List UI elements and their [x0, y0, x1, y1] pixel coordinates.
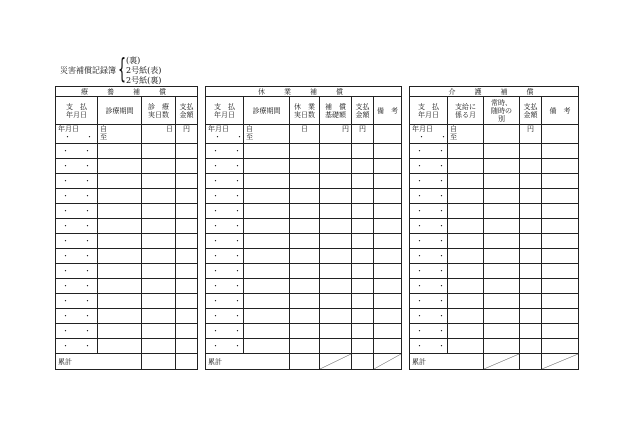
table-row: [56, 294, 579, 309]
col-cr-note: 備 考: [542, 97, 579, 125]
total-label: 累計: [206, 354, 290, 370]
date-dots: ・ ・: [214, 133, 247, 141]
sheet-option: (裏): [126, 56, 141, 65]
yen-unit: 円: [176, 125, 198, 144]
to-label: 至: [100, 133, 107, 141]
date-dots: ・ ・: [56, 159, 98, 174]
record-title: 災害補償記録簿: [60, 66, 116, 75]
table-row: [56, 219, 579, 234]
date-dots: ・ ・: [56, 174, 98, 189]
sheet-option: 2号紙(裏): [126, 76, 162, 85]
col-med-amount: 支払 金額: [176, 97, 198, 125]
date-dots: ・ ・: [410, 324, 448, 339]
sheet-option: 2号紙(表): [126, 66, 162, 75]
col-med-days: 診 療 実日数: [142, 97, 176, 125]
col-med-period: 診療期間: [98, 97, 142, 125]
from-label: 自: [100, 125, 107, 133]
date-dots: ・ ・: [206, 174, 244, 189]
date-dots: ・ ・: [56, 144, 98, 159]
date-dots: ・ ・: [56, 294, 98, 309]
table-row: [56, 249, 579, 264]
date-dots: ・ ・: [410, 294, 448, 309]
date-dots: ・ ・: [56, 324, 98, 339]
yen-unit: 円: [520, 125, 542, 144]
date-label: 年月日: [208, 125, 229, 133]
date-label: 年月日: [412, 125, 433, 133]
date-dots: ・ ・: [56, 204, 98, 219]
sheet-options: [126, 56, 161, 86]
col-cr-type: 常時、 随時の 別: [484, 97, 520, 125]
date-dots: ・ ・: [206, 309, 244, 324]
date-label: 年月日: [58, 125, 79, 133]
date-dots: ・ ・: [206, 324, 244, 339]
date-dots: ・ ・: [206, 144, 244, 159]
yen-unit: 円: [352, 125, 374, 144]
table-row: [56, 159, 579, 174]
date-dots: ・ ・: [410, 339, 448, 354]
col-cr-month: 支給に 係る月: [448, 97, 484, 125]
table-row: [56, 339, 579, 354]
total-row: [56, 354, 579, 370]
date-dots: ・ ・: [410, 264, 448, 279]
date-dots: ・ ・: [206, 189, 244, 204]
void-cell: [374, 354, 402, 370]
from-label: 自: [246, 125, 253, 133]
yen-unit: 円: [320, 125, 352, 144]
day-unit: 日: [290, 125, 320, 144]
date-dots: ・ ・: [410, 309, 448, 324]
date-dots: ・ ・: [206, 264, 244, 279]
date-dots: ・ ・: [56, 249, 98, 264]
date-dots: ・ ・: [56, 264, 98, 279]
col-cr-amount: 支払 金額: [520, 97, 542, 125]
date-dots: ・ ・: [206, 159, 244, 174]
to-label: 至: [450, 133, 457, 141]
void-cell: [320, 354, 352, 370]
col-cr-date: 支 払 年月日: [410, 97, 448, 125]
table-row: [56, 189, 579, 204]
section-leave: 休 業 補 償: [206, 87, 402, 97]
date-dots: ・ ・: [56, 279, 98, 294]
date-dots: ・ ・: [206, 234, 244, 249]
table-row: [56, 264, 579, 279]
section-care: 介 護 補 償: [410, 87, 579, 97]
table-row: [56, 125, 579, 144]
table-row: [56, 144, 579, 159]
col-med-date: 支 払 年月日: [56, 97, 98, 125]
date-dots: ・ ・: [206, 294, 244, 309]
date-dots: ・ ・: [206, 339, 244, 354]
total-label: 累計: [56, 354, 142, 370]
col-lv-days: 休 業 実日数: [290, 97, 320, 125]
date-dots: ・ ・: [410, 174, 448, 189]
section-medical: 療 養 補 償: [56, 87, 198, 97]
table-row: [56, 204, 579, 219]
date-dots: ・ ・: [56, 309, 98, 324]
void-cell: [542, 354, 579, 370]
date-dots: ・ ・: [56, 234, 98, 249]
date-dots: ・ ・: [410, 144, 448, 159]
date-dots: ・ ・: [56, 339, 98, 354]
date-dots: ・ ・: [56, 219, 98, 234]
col-lv-base: 補 償 基礎額: [320, 97, 352, 125]
date-dots: ・ ・: [410, 249, 448, 264]
brace-icon: {: [118, 52, 127, 85]
date-dots: ・ ・: [410, 189, 448, 204]
date-dots: ・ ・: [410, 219, 448, 234]
date-dots: ・ ・: [410, 204, 448, 219]
date-dots: ・ ・: [206, 279, 244, 294]
total-label: 累計: [410, 354, 484, 370]
date-dots: ・ ・: [410, 234, 448, 249]
to-label: 至: [246, 133, 253, 141]
col-lv-period: 診療期間: [244, 97, 290, 125]
col-lv-note: 備 考: [374, 97, 402, 125]
from-label: 自: [450, 125, 457, 133]
void-cell: [484, 354, 520, 370]
table-row: [56, 174, 579, 189]
date-dots: ・ ・: [56, 189, 98, 204]
table-row: [56, 279, 579, 294]
table-row: [56, 309, 579, 324]
col-lv-amount: 支払 金額: [352, 97, 374, 125]
table-row: [56, 324, 579, 339]
date-dots: ・ ・: [418, 133, 451, 141]
compensation-table: [55, 86, 579, 370]
date-dots: ・ ・: [64, 133, 97, 141]
date-dots: ・ ・: [206, 219, 244, 234]
col-lv-date: 支 払 年月日: [206, 97, 244, 125]
table-row: [56, 234, 579, 249]
date-dots: ・ ・: [410, 279, 448, 294]
date-dots: ・ ・: [206, 249, 244, 264]
day-unit: 日: [142, 125, 176, 144]
date-dots: ・ ・: [206, 204, 244, 219]
date-dots: ・ ・: [410, 159, 448, 174]
